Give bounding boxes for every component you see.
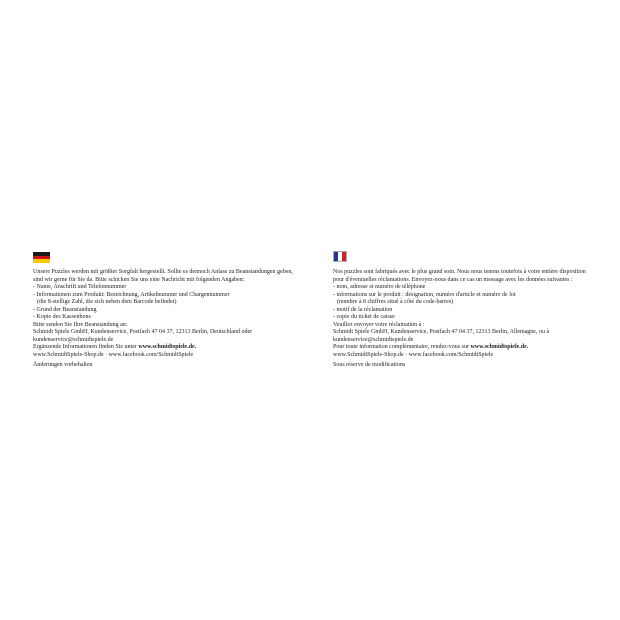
line-text: kundenservice@schmidtspiele.de: [333, 336, 414, 343]
bold-url-text: www.schmidtspiele.de.: [470, 344, 529, 350]
line-text: - informations sur le produit : désignation, numéro d'article et numéro de lot: [333, 291, 516, 298]
text-line: [33, 344, 317, 352]
line-text: Sous réserve de modifications: [333, 361, 406, 368]
text-line: [33, 362, 317, 370]
text-line: [333, 352, 617, 360]
text-line: [33, 329, 317, 337]
text-line: [33, 307, 317, 315]
text-line: [333, 344, 617, 352]
line-text: - copie du ticket de caisse: [333, 314, 395, 320]
line-text: Veuillez envoyer votre réclamation à :: [333, 321, 425, 328]
line-text: sind wir gerne für Sie da. Bitte schicken Sie uns eine Nachricht mit folgenden Angaben:: [33, 276, 245, 283]
line-text: Ergänzende Informationen finden Sie unter: [33, 344, 139, 350]
text-line: [33, 292, 317, 300]
text-line: [333, 307, 617, 315]
germany-flag-icon: [33, 252, 50, 263]
line-text: Schmidt Spiele GmbH, Kundenservice, Postfach 47 04 37, 12313 Berlin, Deutschland oder: [33, 329, 253, 335]
text-line: [333, 329, 617, 337]
german-section: [33, 252, 317, 369]
line-text: (nombre à 8 chiffres situé à côté du code-barres): [337, 299, 454, 305]
text-line: [333, 299, 617, 307]
line-text: - Informationen zum Produkt: Bezeichnung, Artikelnummer und Chargennummer: [33, 291, 230, 298]
text-line: [33, 299, 317, 307]
text-line: [33, 277, 317, 285]
line-text: - Name, Anschrift und Telefonnummer: [33, 284, 127, 290]
line-text: www.SchmidtSpiele-Shop.de · www.facebook.com/SchmidtSpiele: [333, 351, 494, 358]
line-text: - Grund der Beanstandung: [33, 306, 97, 313]
french-text-block: [333, 269, 617, 369]
german-text-block: [33, 269, 317, 369]
line-text: Nos puzzles sont fabriqués avec le plus grand soin. Nous nous tenons toutefois à votre entière disposition: [333, 269, 586, 275]
text-line: [33, 352, 317, 360]
text-line: [33, 269, 317, 277]
text-line: [333, 314, 617, 322]
text-line: [333, 292, 617, 300]
line-text: kundenservice@schmidtspiele.de: [33, 336, 114, 343]
line-text: - Kopie des Kassenbons: [33, 314, 91, 320]
line-text: Unsere Puzzles werden mit größter Sorgfalt hergestellt. Sollte es dennoch Anlass zu Beanstandungen geben,: [33, 269, 293, 275]
french-section: [333, 251, 617, 369]
line-text: Änderungen vorbehalten: [33, 361, 93, 368]
line-text: pour d'éventuelles réclamations. Envoyez-nous dans ce cas un message avec les données suivantes :: [333, 276, 573, 283]
text-line: [333, 337, 617, 345]
line-text: Bitte senden Sie Ihre Beanstandung an:: [33, 321, 128, 328]
text-line: [33, 337, 317, 345]
text-line: [333, 362, 617, 370]
text-line: [33, 314, 317, 322]
line-text: (die 8-stellige Zahl, die sich neben dem Barcode befindet): [37, 299, 177, 305]
line-text: - nom, adresse et numéro de téléphone: [333, 284, 426, 290]
text-line: [333, 322, 617, 330]
line-text: www.SchmidtSpiele-Shop.de · www.facebook.com/SchmidtSpiele: [33, 351, 194, 358]
france-flag-icon: [333, 251, 347, 262]
line-text: Pour toute information complémentaire, rendez-vous sur: [333, 344, 471, 350]
line-text: - motif de la réclamation: [333, 306, 393, 313]
text-line: [333, 277, 617, 285]
text-line: [33, 322, 317, 330]
text-line: [33, 284, 317, 292]
text-line: [333, 284, 617, 292]
line-text: Schmidt Spiele GmbH, Kundenservice, Postfach 47 04 37, 12313 Berlin, Allemagne, ou à: [333, 329, 550, 335]
text-line: [333, 269, 617, 277]
bold-url-text: www.schmidtspiele.de.: [138, 344, 197, 350]
